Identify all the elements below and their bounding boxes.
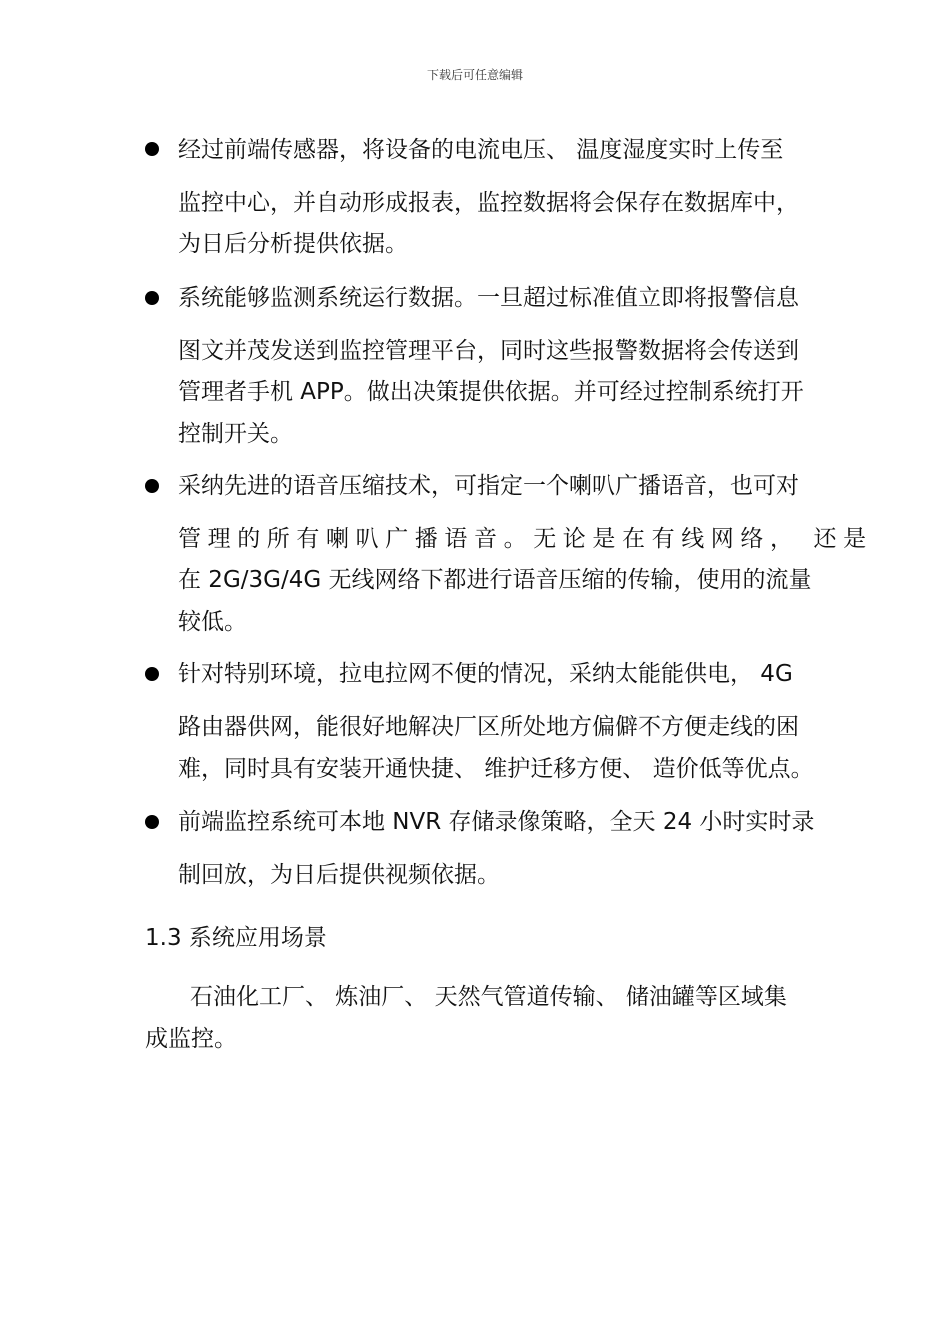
bullet-dot [145, 815, 159, 829]
bullet-3-line-4: 较低。 [178, 609, 247, 635]
section-paragraph-line-1: 石油化工厂、 炼油厂、 天然气管道传输、 储油罐等区域集 [190, 984, 787, 1010]
bullet-5-line-2: 制回放，为日后提供视频依据。 [178, 862, 500, 888]
bullet-3-line-1: 采纳先进的语音压缩技术，可指定一个喇叭广播语音，也可对 [178, 473, 799, 499]
bullet-1-line-3: 为日后分析提供依据。 [178, 231, 408, 257]
bullet-4-line-1: 针对特别环境，拉电拉网不便的情况，采纳太能能供电， 4G [178, 661, 793, 687]
bullet-dot [145, 291, 159, 305]
bullet-dot [145, 142, 159, 156]
page-header: 下载后可任意编辑 [426, 68, 523, 82]
bullet-2-line-2: 图文并茂发送到监控管理平台，同时这些报警数据将会传送到 [178, 338, 799, 364]
bullet-2-line-4: 控制开关。 [178, 421, 293, 447]
bullet-dot [145, 479, 159, 493]
section-heading: 1.3 系统应用场景 [145, 925, 327, 951]
bullet-1-line-1: 经过前端传感器，将设备的电流电压、 温度湿度实时上传至 [178, 137, 784, 163]
bullet-dot [145, 667, 159, 681]
bullet-4-line-2: 路由器供网，能很好地解决厂区所处地方偏僻不方便走线的困 [178, 714, 799, 740]
bullet-5-line-1: 前端监控系统可本地 NVR 存储录像策略，全天 24 小时实时录 [178, 809, 815, 835]
bullet-3-line-2: 管理的所有喇叭广播语音。无论是在有线网络， 还是 [178, 526, 873, 552]
bullet-3-line-3: 在 2G/3G/4G 无线网络下都进行语音压缩的传输，使用的流量 [178, 567, 812, 593]
bullet-1-line-2: 监控中心，并自动形成报表，监控数据将会保存在数据库中， [178, 190, 799, 216]
bullet-4-line-3: 难，同时具有安装开通快捷、 维护迁移方便、 造价低等优点。 [178, 756, 814, 782]
bullet-2-line-3: 管理者手机 APP。做出决策提供依据。并可经过控制系统打开 [178, 379, 804, 405]
section-paragraph-line-2: 成监控。 [145, 1026, 237, 1052]
bullet-2-line-1: 系统能够监测系统运行数据。一旦超过标准值立即将报警信息 [178, 285, 799, 311]
